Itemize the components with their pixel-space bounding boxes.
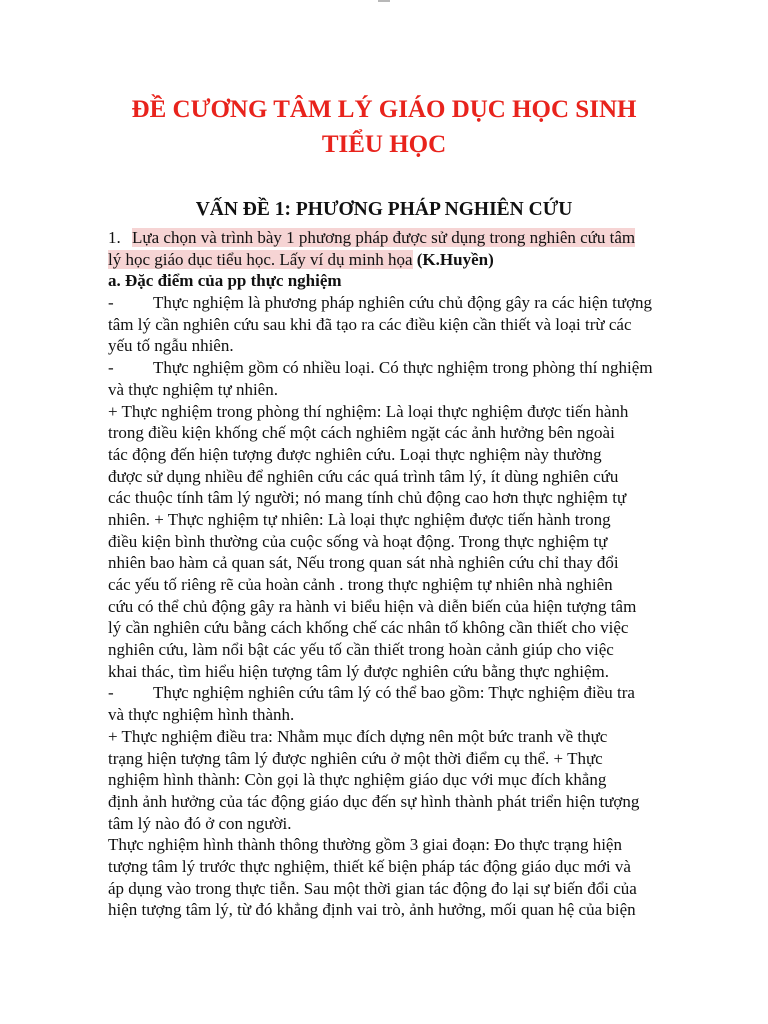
body-line: [108, 379, 661, 401]
body-line: [108, 834, 661, 856]
body-line-text: hiện tượng tâm lý, từ đó khẳng định vai trò, ảnh hưởng, mối quan hệ của biện: [108, 900, 636, 920]
body-line: [108, 466, 661, 488]
body-line-text: áp dụng vào trong thực tiễn. Sau một thời gian tác động đo lại sự biến đổi của: [108, 878, 637, 898]
item-number: 1.: [108, 228, 121, 247]
body-line-text: và thực nghiệm hình thành.: [108, 705, 295, 725]
body-line-text: khai thác, tìm hiểu hiện tượng tâm lý được nghiên cứu bằng thực nghiệm.: [108, 661, 609, 681]
document-body: [108, 227, 661, 921]
item-1-line-2: [108, 249, 661, 271]
body-line: [108, 899, 661, 921]
body-line: [108, 552, 661, 574]
body-line: [108, 357, 661, 379]
body-line-text: và thực nghiệm tự nhiên.: [108, 379, 278, 399]
body-line: [108, 487, 661, 509]
subheading: a. Đặc điểm của pp thực nghiệm: [108, 271, 342, 291]
body-line: [108, 748, 661, 770]
body-line: [108, 682, 661, 704]
title-line-2: TIỂU HỌC: [321, 131, 447, 158]
body-line: [108, 422, 661, 444]
body-line-text: nghiên cứu, làm nổi bật các yếu tố cần thiết trong hoàn cảnh giúp cho việc: [108, 640, 614, 660]
body-line-text: tâm lý nào đó ở con người.: [108, 813, 292, 833]
body-line: [108, 292, 661, 314]
body-line-text: cứu có thể chủ động gây ra hành vi biểu hiện và diễn biến của hiện tượng tâm: [108, 596, 637, 616]
body-line-text: nhiên. + Thực nghiệm tự nhiên: Là loại thực nghiệm được tiến hành trong: [108, 509, 611, 529]
document-title: [80, 92, 688, 162]
body-line: [108, 531, 661, 553]
paragraph-lines: [108, 292, 661, 921]
body-line: [108, 574, 661, 596]
body-line-text: lý cần nghiên cứu bằng cách khống chế các nhân tố không cần thiết cho việc: [108, 618, 629, 638]
body-line: [108, 335, 661, 357]
body-line: [108, 791, 661, 813]
body-line-text: trong điều kiện khống chế một cách nghiêm ngặt các ảnh hưởng bên ngoài: [108, 423, 615, 443]
bullet-dash: -: [108, 293, 114, 313]
item-1-line-1: [108, 227, 661, 249]
body-line-text: trạng hiện tượng tâm lý được nghiên cứu ở một thời điểm cụ thể. + Thực: [108, 748, 603, 768]
body-line-text: tác động đến hiện tượng được nghiên cứu. Loại thực nghiệm này thường: [108, 444, 602, 464]
body-line: [108, 509, 661, 531]
body-line: [108, 856, 661, 878]
body-line-text: + Thực nghiệm điều tra: Nhằm mục đích dựng nên một bức tranh về thực: [108, 726, 608, 746]
body-line-text: nhiên bao hàm cả quan sát, Nếu trong quan sát nhà nghiên cứu chỉ thay đổi: [108, 553, 619, 573]
body-line-text: Thực nghiệm nghiên cứu tâm lý có thể bao gồm: Thực nghiệm điều tra: [153, 683, 635, 703]
body-line-text: định ảnh hưởng của tác động giáo dục đến sự hình thành phát triển hiện tượng: [108, 791, 640, 811]
section-heading: VẤN ĐỀ 1: PHƯƠNG PHÁP NGHIÊN CỨU: [195, 199, 573, 220]
body-line: [108, 661, 661, 683]
body-line: [108, 401, 661, 423]
body-line: [108, 444, 661, 466]
body-line-text: các yếu tố riêng rẽ của hoàn cảnh . trong thực nghiệm tự nhiên nhà nghiên: [108, 575, 613, 594]
body-line-text: tâm lý cần nghiên cứu sau khi đã tạo ra các điều kiện cần thiết và loại trừ các: [108, 314, 632, 334]
highlighted-question-2: lý học giáo dục tiểu học. Lấy ví dụ minh họa: [108, 249, 413, 269]
body-line-text: các thuộc tính tâm lý người; nó mang tính chủ động cao hơn thực nghiệm tự: [108, 488, 627, 508]
body-line: [108, 639, 661, 661]
body-line-text: tượng tâm lý trước thực nghiệm, thiết kế biện pháp tác động giáo dục mới và: [108, 856, 631, 876]
body-line-text: được sử dụng nhiều để nghiên cứu các quá trình tâm lý, ít dùng nghiên cứu: [108, 466, 619, 486]
body-line: [108, 726, 661, 748]
title-line-1: ĐỀ CƯƠNG TÂM LÝ GIÁO DỤC HỌC SINH: [131, 96, 637, 123]
body-line: [108, 813, 661, 835]
body-line: [108, 596, 661, 618]
body-line: [108, 769, 661, 791]
body-line: [108, 704, 661, 726]
body-line-text: yếu tố ngẫu nhiên.: [108, 336, 234, 356]
bullet-dash: -: [108, 683, 114, 703]
body-line-text: nghiệm hình thành: Còn gọi là thực nghiệm giáo dục với mục đích khẳng: [108, 770, 607, 790]
highlighted-question-1: Lựa chọn và trình bày 1 phương pháp được sử dụng trong nghiên cứu tâm: [132, 228, 636, 247]
body-line-text: + Thực nghiệm trong phòng thí nghiệm: Là loại thực nghiệm được tiến hành: [108, 401, 629, 421]
body-line-text: Thực nghiệm là phương pháp nghiên cứu chủ động gây ra các hiện tượng: [153, 293, 653, 313]
body-line: [108, 617, 661, 639]
body-line: [108, 878, 661, 900]
body-line: [108, 314, 661, 336]
bullet-dash: -: [108, 358, 114, 378]
body-line-text: Thực nghiệm hình thành thông thường gồm 3 giai đoạn: Đo thực trạng hiện: [108, 835, 622, 855]
body-line-text: Thực nghiệm gồm có nhiều loại. Có thực nghiệm trong phòng thí nghiệm: [153, 358, 653, 378]
author-tag: (K.Huyền): [412, 249, 494, 269]
body-line-text: điều kiện bình thường của cuộc sống và hoạt động. Trong thực nghiệm tự: [108, 531, 608, 551]
